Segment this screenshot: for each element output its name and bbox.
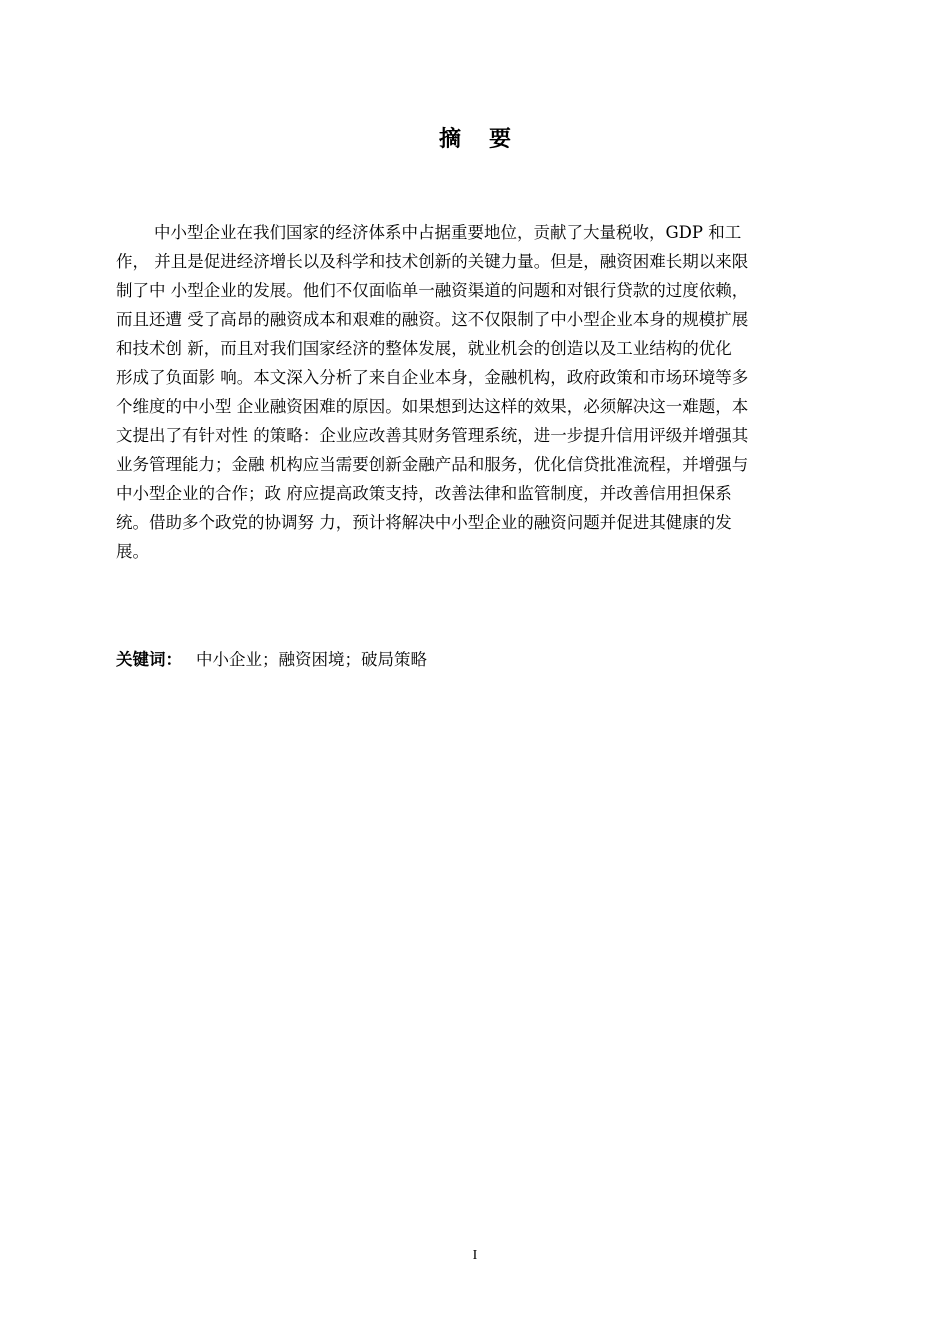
abstract-line: 统。借助多个政党的协调努 力，预计将解决中小型企业的融资问题并促进其健康的发 bbox=[116, 513, 732, 532]
abstract-line: 作， 并且是促进经济增长以及科学和技术创新的关键力量。但是，融资困难长期以来限 bbox=[116, 252, 749, 271]
abstract-line: 中小型企业的合作；政 府应提高政策支持，改善法律和监管制度，并改善信用担保系 bbox=[116, 484, 732, 503]
abstract-line: 业务管理能力；金融 机构应当需要创新金融产品和服务，优化信贷批准流程，并增强与 bbox=[116, 455, 749, 474]
abstract-line: 制了中 小型企业的发展。他们不仅面临单一融资渠道的问题和对银行贷款的过度依赖， bbox=[116, 281, 749, 300]
abstract-line: 而且还遭 受了高昂的融资成本和艰难的融资。这不仅限制了中小型企业本身的规模扩展 bbox=[116, 310, 749, 329]
page-number: I bbox=[472, 1248, 478, 1263]
keywords-line bbox=[116, 645, 427, 674]
abstract-title-char-1: 摘 bbox=[438, 127, 461, 152]
abstract-line: 文提出了有针对性 的策略：企业应改善其财务管理系统，进一步提升信用评级并增强其 bbox=[116, 426, 749, 445]
abstract-line: 展。 bbox=[116, 542, 149, 561]
keywords-label: 关键词： bbox=[116, 650, 182, 669]
abstract-title bbox=[0, 122, 950, 153]
abstract-body bbox=[116, 218, 856, 566]
abstract-line: 形成了负面影 响。本文深入分析了来自企业本身，金融机构，政府政策和市场环境等多 bbox=[116, 368, 749, 387]
abstract-line: 个维度的中小型 企业融资困难的原因。如果想到达这样的效果，必须解决这一难题，本 bbox=[116, 397, 749, 416]
abstract-line: 和技术创 新，而且对我们国家经济的整体发展，就业机会的创造以及工业结构的优化 bbox=[116, 339, 732, 358]
keywords-value: 中小企业；融资困境；破局策略 bbox=[196, 650, 427, 669]
abstract-line: 中小型企业在我们国家的经济体系中占据重要地位，贡献了大量税收，GDP 和工 bbox=[154, 223, 742, 242]
abstract-title-char-2: 要 bbox=[489, 127, 512, 152]
